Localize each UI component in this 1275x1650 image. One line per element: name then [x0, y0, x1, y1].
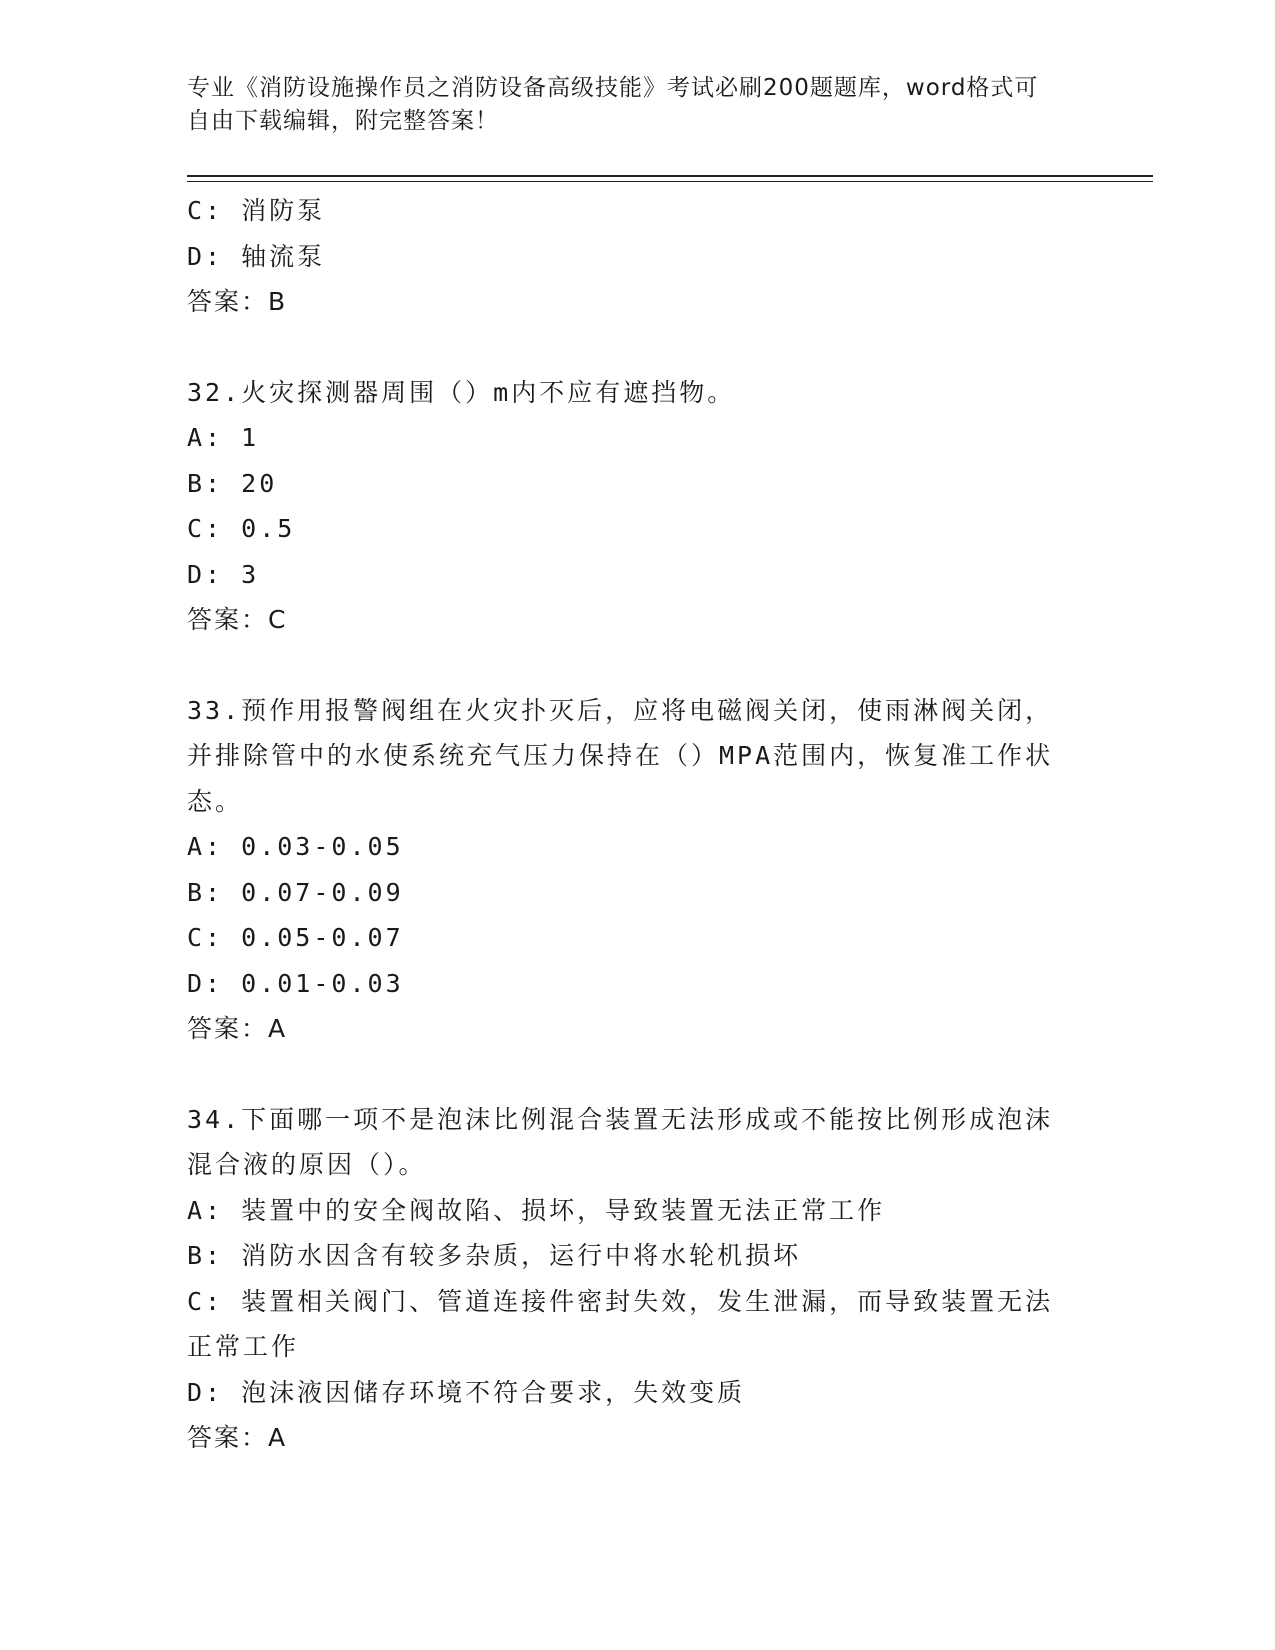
q32-option-c: C: 0.5: [187, 514, 296, 543]
q33-option-a: A: 0.03-0.05: [187, 832, 404, 861]
q31-option-c: C: 消防泵: [187, 196, 326, 225]
q34-option-d: D: 泡沫液因储存环境不符合要求，失效变质: [187, 1377, 746, 1407]
header-divider-thick: [187, 175, 1153, 177]
q33-option-c: C: 0.05-0.07: [187, 923, 404, 952]
question-31: [187, 188, 1087, 325]
header-title-line-1: 专业《消防设施操作员之消防设备高级技能》考试必刷200题题库，word格式可: [187, 75, 1039, 101]
q32-answer: 答案：C: [187, 605, 288, 634]
question-spacer: [187, 643, 1087, 688]
header-title-line-2: 自由下载编辑，附完整答案！: [187, 108, 499, 134]
q34-stem-line-1: 34.下面哪一项不是泡沫比例混合装置无法形成或不能按比例形成泡沫: [187, 1104, 1054, 1134]
question-34: [187, 1097, 1087, 1461]
question-spacer: [187, 1052, 1087, 1097]
q32-option-d: D: 3: [187, 559, 260, 589]
q34-answer: 答案：A: [187, 1423, 288, 1452]
q32-option-b: B: 20: [187, 468, 278, 498]
q32-option-a: A: 1: [187, 423, 260, 452]
question-33: [187, 688, 1087, 1052]
q31-option-d: D: 轴流泵: [187, 241, 326, 271]
q33-answer: 答案：A: [187, 1014, 288, 1043]
question-list: [187, 188, 1087, 1461]
q33-stem-line-3: 态。: [187, 786, 244, 816]
q33-option-b: B: 0.07-0.09: [187, 877, 404, 907]
q34-option-b: B: 消防水因含有较多杂质，运行中将水轮机损坏: [187, 1241, 802, 1270]
header-divider-thin: [187, 181, 1153, 182]
q32-stem: 32.火灾探测器周围（）m内不应有遮挡物。: [187, 377, 736, 407]
q34-option-c-line-1: C: 装置相关阀门、管道连接件密封失效，发生泄漏，而导致装置无法: [187, 1286, 1054, 1316]
q33-option-d: D: 0.01-0.03: [187, 968, 404, 998]
q34-option-a: A: 装置中的安全阀故陷、损坏，导致装置无法正常工作: [187, 1195, 886, 1225]
q33-stem-line-1: 33.预作用报警阀组在火灾扑灭后，应将电磁阀关闭，使雨淋阀关闭，: [187, 695, 1054, 725]
q34-stem-line-2: 混合液的原因（）。: [187, 1150, 427, 1179]
q33-stem-line-2: 并排除管中的水使系统充气压力保持在（）MPA范围内，恢复准工作状: [187, 741, 1054, 770]
q34-option-c-line-2: 正常工作: [187, 1332, 300, 1361]
question-32: [187, 370, 1087, 643]
document-header: [187, 72, 1087, 138]
question-spacer: [187, 325, 1087, 370]
q31-answer: 答案：B: [187, 287, 288, 316]
